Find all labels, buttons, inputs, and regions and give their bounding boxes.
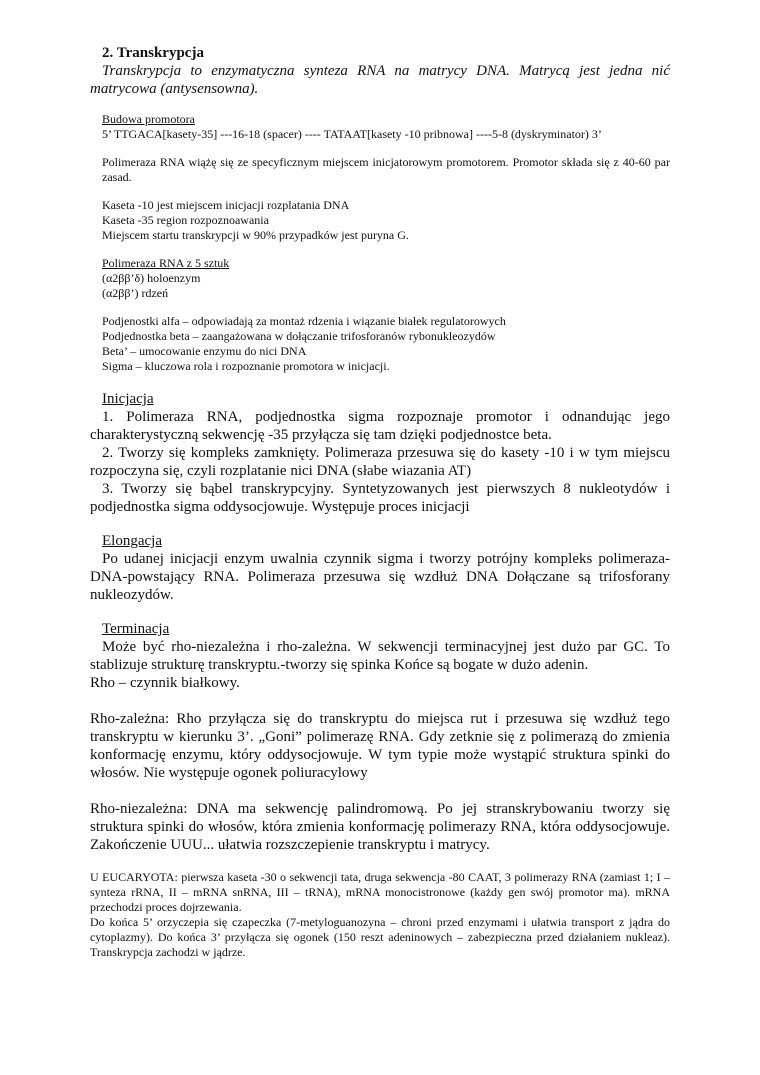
- promoter-binding: Polimeraza RNA wiążę się ze specyficznym miejscem inicjatorowym promotorem. Promotor składa się z 40-60 par zasad.: [102, 155, 670, 184]
- core-line: (α2ββ’) rdzeń: [102, 286, 169, 300]
- rho-independent-text: Rho-niezależna: DNA ma sekwencję palindromową. Po jej stranskrybowaniu tworzy się struktura spinki do włosów, która zmienia konformację polimerazy RNA, która oddysocjowuje. Zakończenie UUU... ułatwia rozszczepienie transkryptu i matrycy.: [90, 801, 670, 853]
- holoenzyme-line: (α2ββ’δ) holoenzym: [102, 271, 201, 285]
- subunit-beta: Podjednostka beta – zaangażowana w dołączanie trifosforanów rybonukleozydów: [102, 329, 496, 343]
- start-site-line: Miejscem startu transkrypcji w 90% przypadków jest puryna G.: [102, 228, 409, 242]
- capping-note: Do końca 5’ orzyczepia się czapeczka (7-metyloguanozyna – chroni przed enzymami i ułatwia transport z jądra do cytoplazmy). Do końca 3’ przyłącza się ogonek (150 reszt adeninowych – zabezpieczna przed działaniem nukleaz). Transkrypcja zachodzi w jądrze.: [90, 915, 670, 959]
- initiation-step-1: 1. Polimeraza RNA, podjednostka sigma rozpoznaje promotor i odnandując jego charakterystyczną sekwencję -35 przyłącza się tam dzięki podjednostce beta.: [90, 409, 670, 443]
- subunit-sigma: Sigma – kluczowa rola i rozpoznanie promotora w inicjacji.: [102, 359, 390, 373]
- promoter-structure: 5’ TTGACA[kasety-35] ---16-18 (spacer) ---- TATAAT[kasety -10 pribnowa] ----5-8 (dyskryminator) 3’: [102, 127, 602, 141]
- subunit-alpha: Podjenostki alfa – odpowiadają za montaż rdzenia i wiązanie białek regulatorowych: [102, 314, 506, 328]
- termination-text: Może być rho-niezależna i rho-zależna. W sekwencji terminacyjnej jest dużo par GC. To stablizuje strukturę transkryptu.-tworzy się spinka Końce są bogate w dużo adenin.: [90, 639, 670, 673]
- promoter-title: Budowa promotora: [102, 112, 195, 126]
- initiation-step-3: 3. Tworzy się bąbel transkrypcyjny. Syntetyzowanych jest pierwszych 8 nukleotydów i podjednostka sigma oddysocjowuje. Występuje proces inicjacji: [90, 481, 670, 515]
- section-heading: 2. Transkrypcja: [102, 45, 204, 61]
- rho-definition: Rho – czynnik białkowy.: [90, 675, 240, 691]
- kaseta-35-line: Kaseta -35 region rozpoznoawania: [102, 213, 269, 227]
- rho-dependent-text: Rho-zależna: Rho przyłącza się do transkryptu do miejsca rut i przesuwa się wzdłuż tego transkryptu w kierunku 3’. „Goni” polimerazę RNA. Gdy zetknie się z polimerazą do zmienia konformację enzymu, który oddysocjowuje. W tym typie może wystąpić struktura spinki do włosów. Nie występuje ogonek poliuracylowy: [90, 711, 670, 781]
- initiation-step-2: 2. Tworzy się kompleks zamknięty. Polimeraza przesuwa się do kasety -10 i w tym miejscu rozpoczyna się, czyli rozplatanie nici DNA (słabe wiazania AT): [90, 445, 670, 479]
- polymerase-title: Polimeraza RNA z 5 sztuk: [102, 256, 230, 270]
- elongation-title: Elongacja: [102, 533, 162, 549]
- section-intro: Transkrypcja to enzymatyczna synteza RNA na matrycy DNA. Matrycą jest jedna nić matrycowa (antysensowna).: [90, 63, 670, 97]
- eukaryota-note: U EUCARYOTA: pierwsza kaseta -30 o sekwencji tata, druga sekwencja -80 CAAT, 3 polimerazy RNA (zamiast 1; I – synteza rRNA, II – mRNA snRNA, III – tRNA), mRNA monocistronowe (każdy gen swój promotor ma). mRNA przechodzi proces dojrzewania.: [90, 870, 670, 914]
- document-page: [90, 44, 670, 960]
- termination-title: Terminacja: [102, 621, 170, 637]
- kaseta-10-line: Kaseta -10 jest miejscem inicjacji rozplatania DNA: [102, 198, 350, 212]
- subunit-beta-prime: Beta’ – umocowanie enzymu do nici DNA: [102, 344, 307, 358]
- initiation-title: Inicjacja: [102, 391, 154, 407]
- elongation-text: Po udanej inicjacji enzym uwalnia czynnik sigma i tworzy potrójny kompleks polimeraza-DNA-powstający RNA. Polimeraza przesuwa się wzdłuż DNA Dołączane są trifosforany nukleozydów.: [90, 551, 670, 603]
